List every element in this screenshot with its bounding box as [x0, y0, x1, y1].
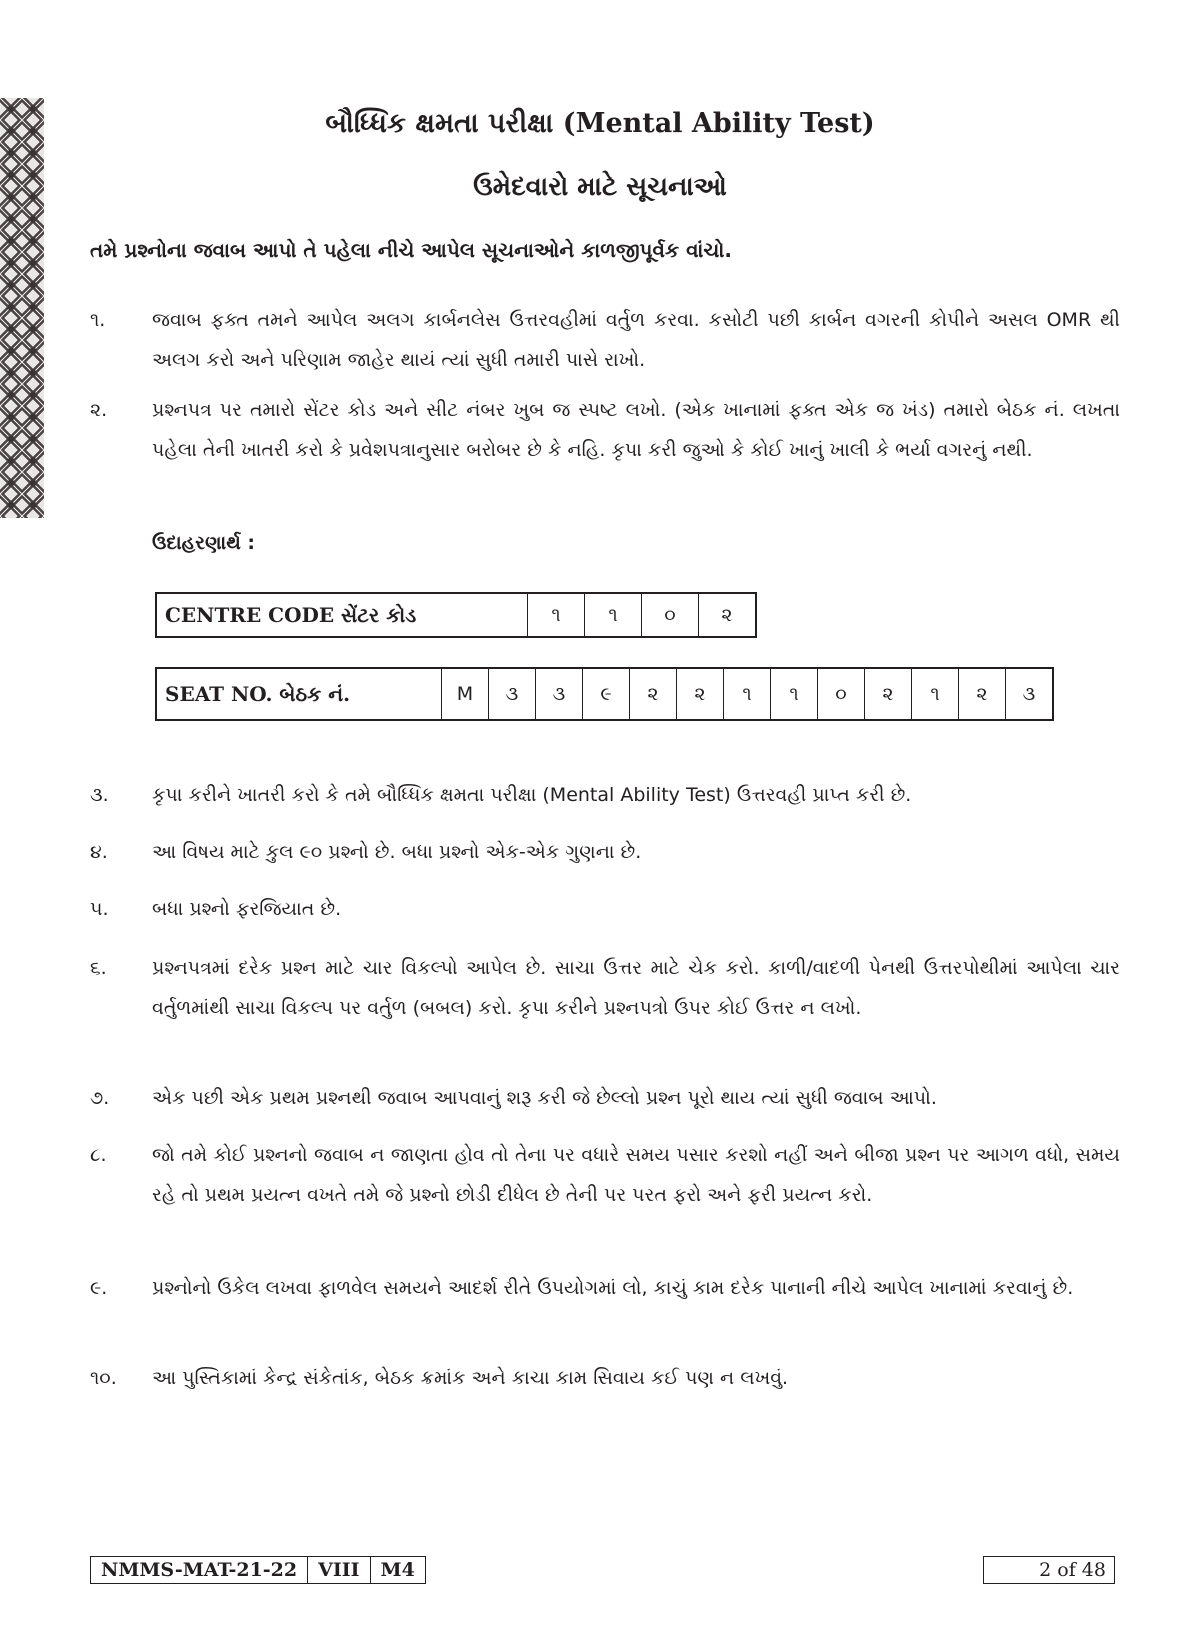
instruction-text: એક પછી એક પ્રથમ પ્રશ્નથી જવાબ આપવાનું શરૂ કરી જે છેલ્લો પ્રશ્ન પૂરો થાય ત્યાં સુધી જવાબ આપો. — [152, 1087, 937, 1109]
instruction-item — [90, 775, 1120, 815]
seat-number-digit: ૧ — [912, 668, 959, 720]
instruction-item — [90, 300, 1120, 380]
instruction-item — [90, 889, 1120, 929]
instruction-number: ૧૦. — [90, 1367, 117, 1389]
instruction-item — [90, 390, 1120, 470]
seat-number-digit: ૨ — [865, 668, 912, 720]
instruction-number: ૫. — [90, 898, 109, 920]
instruction-number: ૬. — [90, 957, 107, 979]
seat-number-digit: ૩ — [536, 668, 583, 720]
instruction-text: આ પુસ્તિકામાં કેન્દ્ર સંકેતાંક, બેઠક ક્રમાંક અને કાચા કામ સિવાય કઈ પણ ન લખવું. — [152, 1367, 789, 1389]
instruction-item — [90, 1358, 1120, 1398]
instruction-number: ૯. — [90, 1277, 108, 1299]
footer-exam-code: NMMS-MAT-21-22 — [101, 1559, 298, 1581]
seat-number-digit: ૧ — [771, 668, 818, 720]
centre-code-header: CENTRE CODE સેંટર કોડ — [156, 593, 528, 637]
example-label: ઉદાહરણાર્થ : — [152, 532, 255, 554]
seat-number-digit: M — [442, 668, 489, 720]
instruction-item — [90, 948, 1120, 1028]
instruction-item — [90, 1078, 1120, 1118]
footer-medium-code: M4 — [370, 1557, 425, 1583]
centre-code-digit: ૨ — [699, 593, 757, 637]
instruction-item — [90, 1135, 1120, 1215]
seat-number-digit: ૯ — [583, 668, 630, 720]
instruction-item — [90, 832, 1120, 872]
instruction-number: ૮. — [90, 1144, 107, 1166]
page-title: બૌધ્ધિક ક્ષમતા પરીક્ષા (Mental Ability Test) — [325, 108, 875, 139]
seat-number-digit: ૩ — [1006, 668, 1054, 720]
instruction-number: ૨. — [90, 399, 108, 421]
seat-number-digit: ૨ — [677, 668, 724, 720]
instruction-text: આ વિષય માટે કુલ ૯૦ પ્રશ્નો છે. બધા પ્રશ્નો એક-એક ગુણના છે. — [152, 841, 642, 863]
centre-code-table — [155, 592, 757, 638]
instruction-number: ૪. — [90, 841, 108, 863]
seat-number-digit: ૨ — [959, 668, 1006, 720]
instruction-text: પ્રશ્નપત્ર પર તમારો સેંટર કોડ અને સીટ નંબર ખુબ જ સ્પષ્ટ લખો. (એક ખાનામાં ફક્ત એક જ ખંડ) તમારો બેઠક નં. લખતા પહેલા તેની ખાતરી કરો કે પ્રવેશપત્રાનુસાર બરોબર છે કે નહિ. કૃપા કરી જુઓ કે કોઈ ખાનું ખાલી કે ભર્યા વગરનું નથી. — [152, 399, 1120, 461]
decorative-side-border — [0, 98, 44, 518]
instruction-number: ૭. — [90, 1087, 110, 1109]
page-number: 2 of 48 — [983, 1556, 1115, 1584]
instruction-text: જો તમે કોઈ પ્રશ્નનો જવાબ ન જાણતા હોવ તો તેના પર વધારે સમય પસાર કરશો નહીં અને બીજા પ્રશ્ન પર આગળ વધો, સમય રહે તો પ્રથમ પ્રયત્ન વખતે તમે જે પ્રશ્નો છોડી દીધેલ છે તેની પર પરત ફરો અને ફરી પ્રયત્ન કરો. — [152, 1144, 1120, 1206]
instruction-text: કૃપા કરીને ખાતરી કરો કે તમે બૌધ્ધિક ક્ષમતા પરીક્ષા (Mental Ability Test) ઉત્તરવહી પ્રાપ્ત કરી છે. — [152, 784, 912, 806]
centre-code-digit: ૦ — [642, 593, 699, 637]
instruction-text: પ્રશ્નપત્રમાં દરેક પ્રશ્ન માટે ચાર વિકલ્પો આપેલ છે. સાચા ઉત્તર માટે ચેક કરો. કાળી/વાદળી પેનથી ઉત્તરપોથીમાં આપેલા ચાર વર્તુળમાંથી સાચા વિકલ્પ પર વર્તુળ (બબલ) કરો. કૃપા કરીને પ્રશ્નપત્રો ઉપર કોઈ ઉત્તર ન લખો. — [152, 957, 1120, 1019]
footer-paper-codes — [90, 1556, 426, 1584]
seat-number-digit: ૩ — [489, 668, 536, 720]
centre-code-digit: ૧ — [585, 593, 642, 637]
instruction-text: જવાબ ફક્ત તમને આપેલ અલગ કાર્બનલેસ ઉત્તરવહીમાં વર્તુળ કરવા. કસોટી પછી કાર્બન વગરની કોપીને અસલ OMR થી અલગ કરો અને પરિણામ જાહેર થાયં ત્યાં સુધી તમારી પાસે રાખો. — [152, 309, 1120, 371]
page-subtitle: ઉમેદવારો માટે સૂચનાઓ — [473, 172, 727, 202]
instruction-item — [90, 1268, 1120, 1308]
seat-number-digit: ૧ — [724, 668, 771, 720]
instruction-number: ૩. — [90, 784, 109, 806]
footer-standard-code: VIII — [307, 1557, 369, 1583]
centre-code-digit: ૧ — [528, 593, 585, 637]
instruction-text: પ્રશ્નોનો ઉકેલ લખવા ફાળવેલ સમયને આદર્શ રીતે ઉપયોગમાં લો, કાચું કામ દરેક પાનાની નીચે આપેલ ખાનામાં કરવાનું છે. — [152, 1277, 1074, 1299]
intro-instruction: તમે પ્રશ્નોના જવાબ આપો તે પહેલા નીચે આપેલ સૂચનાઓને કાળજીપૂર્વક વાંચો. — [90, 238, 733, 262]
seat-number-digit: ૦ — [818, 668, 865, 720]
seat-number-digit: ૨ — [630, 668, 677, 720]
instruction-number: ૧. — [90, 309, 106, 331]
seat-number-table — [155, 667, 1054, 721]
instruction-text: બધા પ્રશ્નો ફરજિયાત છે. — [152, 898, 342, 920]
seat-number-header: SEAT NO. બેઠક નં. — [156, 668, 442, 720]
